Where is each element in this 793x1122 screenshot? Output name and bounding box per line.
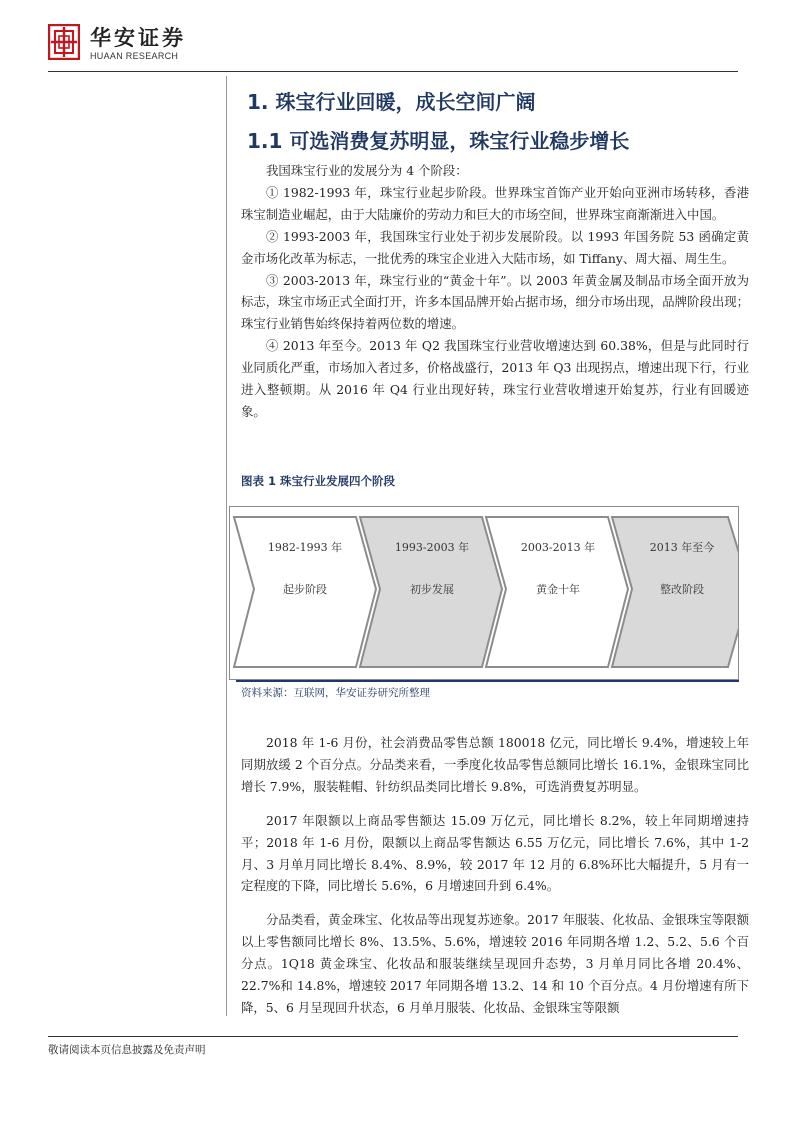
stage-period-label: 2013 年至今 xyxy=(649,541,715,554)
stage-name-label: 整改阶段 xyxy=(660,583,704,596)
figure-title: 图表 1 珠宝行业发展四个阶段 xyxy=(241,474,396,488)
stage-name-label: 黄金十年 xyxy=(536,583,580,596)
brand-name-cn: 华安证券 xyxy=(90,26,186,50)
body-paragraph: 2017 年限额以上商品零售额达 15.09 万亿元，同比增长 8.2%，较上年同期增速持平；2018 年 1-6 月份，限额以上商品零售额达 6.55 万亿元，同比增长 7.6%，其中 1-2 月、3 月单月同比增长 8.4%、8.9%，较 2017 年 12 月的 6.8%环比大幅提升，5 月有一定程度的下降，同比增长 5.6%，6 月增速回升到 6.4%。 xyxy=(241,812,749,894)
body-text-block xyxy=(241,732,749,1019)
section-1-1-heading: 1.1 可选消费复苏明显，珠宝行业稳步增长 xyxy=(247,129,630,153)
intro-paragraph: ② 1993-2003 年，我国珠宝行业处于初步发展阶段。以 1993 年国务院 53 函确定黄金市场化改革为标志，一批优秀的珠宝企业进入大陆市场，如 Tiffany、周大福、周生生。 xyxy=(241,228,749,266)
intro-paragraph: ④ 2013 年至今。2013 年 Q2 我国珠宝行业营收增速达到 60.38%，但是与此同时行业同质化严重，市场加入者过多，价格战盛行，2013 年 Q3 出现拐点，增速出现下行，行业进入整顿期。从 2016 年 Q4 行业出现好转，珠宝行业营收增速开始复苏，行业有回暖迹象。 xyxy=(241,338,749,419)
intro-text-block xyxy=(241,160,749,423)
figure-source: 资料来源：互联网，华安证券研究所整理 xyxy=(241,687,430,699)
stage-period-label: 1982-1993 年 xyxy=(267,541,343,554)
brand-name-en: HUAAN RESEARCH xyxy=(90,51,179,61)
intro-paragraph: ③ 2003-2013 年，珠宝行业的“黄金十年”。以 2003 年黄金属及制品市场全面开放为标志，珠宝市场正式全面打开，许多本国品牌开始占据市场，细分市场出现，品牌阶段出现；珠宝行业销售始终保持着两位数的增速。 xyxy=(241,272,750,332)
stage-name-label: 初步发展 xyxy=(410,583,454,596)
stage-diagram xyxy=(230,507,738,679)
stage-chevron-2 xyxy=(360,517,502,667)
stage-diagram-frame xyxy=(229,506,739,680)
huaan-logo-icon xyxy=(48,24,80,60)
intro-paragraph: 我国珠宝行业的发展分为 4 个阶段： xyxy=(266,163,468,178)
figure-bottom-rule xyxy=(236,680,739,682)
body-paragraph: 分品类看，黄金珠宝、化妆品等出现复苏迹象。2017 年服装、化妆品、金银珠宝等限额以上零售额同比增长 8%、13.5%、5.6%，增速较 2016 年同期各增 1.2、5.2、5.6 个百分点。1Q18 黄金珠宝、化妆品和服装继续呈现回升态势，3 月单月同比各增 20.4%、22.7%和 14.8%，增速较 2017 年同期各增 13.2、14 和 10 个百分点。4 月份增速有所下降，5、6 月呈现回升状态，6 月单月服装、化妆品、金银珠宝等限额 xyxy=(241,912,749,1015)
section-1-heading: 1. 珠宝行业回暖，成长空间广阔 xyxy=(247,90,536,114)
sidebar-divider xyxy=(226,76,227,1016)
stage-period-label: 1993-2003 年 xyxy=(394,541,470,554)
body-paragraph: 2018 年 1-6 月份，社会消费品零售总额 180018 亿元，同比增长 9.4%，增速较上年同期放缓 2 个百分点。分品类来看，一季度化妆品零售总额同比增长 16.1%，金银珠宝同比增长 7.9%，服装鞋帽、针纺织品类同比增长 9.8%，可选消费复苏明显。 xyxy=(241,735,749,794)
disclaimer-link[interactable]: 敬请阅读本页信息披露及免责声明 xyxy=(48,1044,206,1056)
stage-chevron-4 xyxy=(612,517,738,667)
intro-paragraph: ① 1982-1993 年，珠宝行业起步阶段。世界珠宝首饰产业开始向亚洲市场转移，香港珠宝制造业崛起，由于大陆廉价的劳动力和巨大的市场空间，世界珠宝商渐渐进入中国。 xyxy=(241,184,749,222)
header-divider xyxy=(48,71,738,72)
stage-name-label: 起步阶段 xyxy=(283,583,327,596)
stage-chevron-3 xyxy=(486,517,628,667)
stage-period-label: 2003-2013 年 xyxy=(520,541,596,554)
footer-divider xyxy=(48,1036,738,1037)
stage-chevron-1 xyxy=(234,517,376,667)
